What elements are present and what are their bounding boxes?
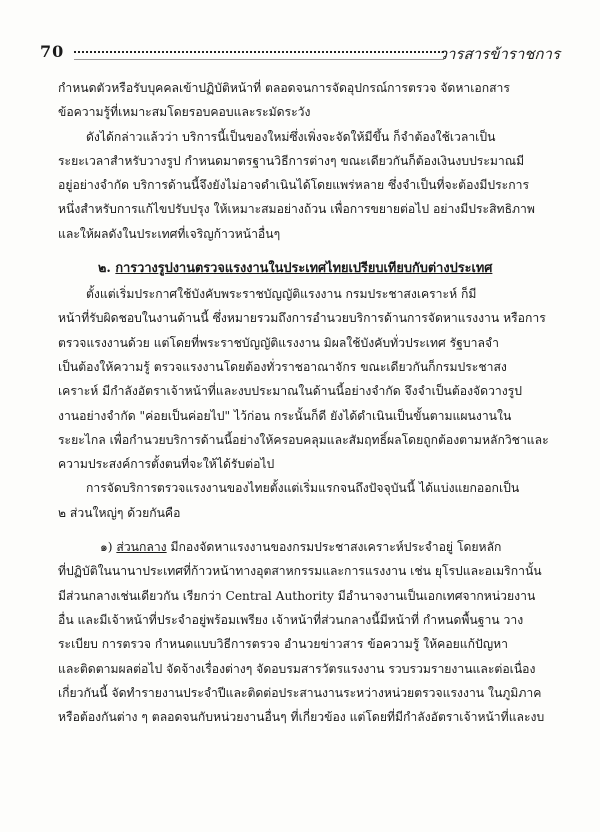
text-line: กำหนดตัวหรือรับบุคคลเข้าปฏิบัติหน้าที่ ตลอดจนการจัดอุปกรณ์การตรวจ จัดหาเอกสาร [58,81,510,95]
text-line: หรือต้องกันต่าง ๆ ตลอดจนกับหน่วยงานอื่นๆ ที่เกี่ยวข้อง แต่โดยที่มีกำลังอัตราเจ้าหน้าที่และงบ [58,710,545,725]
text-line: งานอย่างจำกัด "ค่อยเป็นค่อยไป" ไว้ก่อน กระนั้นก็ดี ยังได้ดำเนินเป็นขั้นตามแผนงานใน [58,408,512,423]
text-line: มีส่วนกลางเช่นเดียวกัน เรียกว่า Central Authority มีอำนาจงานเป็นเอกเทศจากหน่วยงาน [58,588,536,603]
text-line: ความประสงค์การตั้งตนที่จะให้ได้รับต่อไป [58,457,275,472]
text-line: อื่น และมีเจ้าหน้าที่ประจำอยู่พร้อมเพรียง เจ้าหน้าที่ส่วนกลางนี้มีหน้าที่ กำหนดพื้นฐาน วาง [58,612,524,627]
text-line: และติดตามผลต่อไป จัดจ้างเรื่องต่างๆ จัดอบรมสารวัตรแรงงาน รวบรวมรายงานและต่อเนื่อง [58,661,536,676]
text-line: เคราะห์ มีกำลังอัตราเจ้าหน้าที่และงบประมาณในด้านนี้อย่างจำกัด จึงจำเป็นต้องจัดวางรูป [58,384,523,399]
list-item-label: ส่วนกลาง [116,540,167,555]
text-line: ตรวจแรงงานด้วย แต่โดยที่พระราชบัญญัติแรงงาน มิผลใช้บังคับทั่วประเทศ รัฐบาลจำ [58,335,499,350]
section-heading [58,256,550,282]
text-line: ระเบียบ การตรวจ กำหนดแบบวิธีการตรวจ อำนวยข่าวสาร ข้อความรู้ ให้คอยแก้ปัญหา [58,637,509,652]
text-line: หน้าที่รับผิดชอบในงานด้านนี้ ซึ่งหมายรวมถึงการอำนวยบริการด้านการจัดหาแรงงาน หรือการ [58,311,546,326]
text-line: และให้ผลดังในประเทศที่เจริญก้าวหน้าอื่นๆ [58,226,281,241]
text-line: ระยะเวลาสำหรับวางรูป กำหนดมาตรฐานวิธีการต่างๆ ขณะเดียวกันก็ต้องเงินงบประมาณมี [58,153,525,168]
list-item-first-line [58,535,550,559]
journal-title: วารสารข้าราชการ [438,45,560,63]
list-marker: ๑) [100,540,113,555]
body-text [58,76,550,729]
text-line: ข้อความรู้ที่เหมาะสมโดยรอบคอบและระมัดระวัง [58,105,311,120]
page-header [40,42,560,66]
section-number: ๒. [98,261,111,277]
text-line: การจัดบริการตรวจแรงงานของไทยตั้งแต่เริ่มแรกจนถึงปัจจุบันนี้ ได้แบ่งแยกออกเป็น [86,481,520,496]
spacer [58,246,550,256]
header-rule [74,51,444,60]
text-line: ตั้งแต่เริ่มประกาศใช้บังคับพระราชบัญญัติแรงงาน กรมประชาสงเคราะห์ ก็มี [86,287,477,302]
text-line: ระยะไกล เพื่อกำนวยบริการด้านนี้อย่างให้ครอบคลุมและสัมฤทธิ์ผลโดยถูกต้องตามหลักวิชาและ [58,432,549,447]
list-item-text: มีกองจัดหาแรงงานของกรมประชาสงเคราะห์ประจำอยู่ โดยหลัก [170,540,502,555]
text-line: หนึ่งสำหรับการแก้ไขปรับปรุง ให้เหมาะสมอย่างถ้วน เพื่อการขยายต่อไป อย่างมีประสิทธิภาพ [58,202,535,217]
page-number: 70 [40,42,65,61]
text-line: ดังได้กล่าวแล้วว่า บริการนี้เป็นของใหม่ซึ่งเพิ่งจะจัดให้มีขึ้น ก็จำต้องใช้เวลาเป็น [86,129,496,144]
text-line: อยู่อย่างจำกัด บริการด้านนี้จึงยังไม่อาจดำเนินได้โดยแพร่หลาย ซึ่งจำเป็นที่จะต้องมีประการ [58,178,529,193]
text-line: ที่ปฏิบัติในนานาประเทศที่ก้าวหน้าทางอุตสาหกรรมและการแรงงาน เช่น ยุโรปและอเมริกานั้น [58,564,542,579]
spacer [58,525,550,535]
text-line: ๒ ส่วนใหญ่ๆ ด้วยกันคือ [58,505,181,520]
text-line: เป็นต้องให้ความรู้ ตรวจแรงงานโดยต้องทั่วราชอาณาจักร ขณะเดียวกันก็กรมประชาสง [58,359,507,374]
section-title: การวางรูปงานตรวจแรงงานในประเทศไทยเปรียบเทียบกับต่างประเทศ [115,261,493,277]
text-line: เกี่ยวกันนี้ จัดทำรายงานประจำปีและติดต่อประสานงานระหว่างหน่วยตรวจแรงงาน ในภูมิภาค [58,685,542,700]
